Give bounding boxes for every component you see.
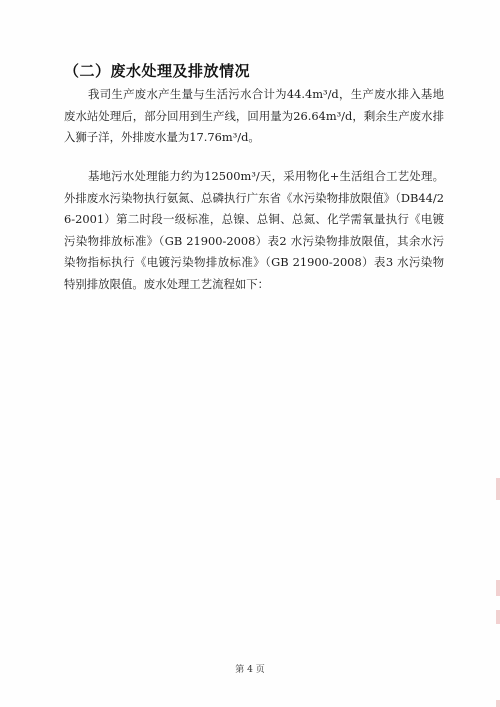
seal-edge-mark <box>496 478 500 500</box>
seal-edge-mark <box>496 580 500 596</box>
paragraph-wastewater-volume: 我司生产废水产生量与生活污水合计为44.4m³/d，生产废水排入基地废水站处理后，部分回用到生产线，回用量为26.64m³/d，剩余生产废水排入狮子洋，外排废水量为17.76m³/d。 <box>64 87 444 144</box>
seal-edge-mark <box>496 700 500 707</box>
paragraph-treatment-standards: 基地污水处理能力约为12500m³/天，采用物化+生活组合工艺处理。外排废水污染物执行氨氮、总磷执行广东省《水污染物排放限值》（DB44/26-2001）第二时段一级标准，总镍、总铜、总氮、化学需氧量执行《电镀污染物排放标准》（GB 21900-2008）表2 水污染物排放限值，其余水污染物指标执行《电镀污染物排放标准》（GB 21900-2008）表3 水污染物特别排放限值。废水处理工艺流程如下： <box>64 169 444 291</box>
seal-edge-mark <box>496 610 500 624</box>
section-heading: （二）废水处理及排放情况 <box>64 62 251 80</box>
page-number: 第 4 页 <box>235 665 265 675</box>
